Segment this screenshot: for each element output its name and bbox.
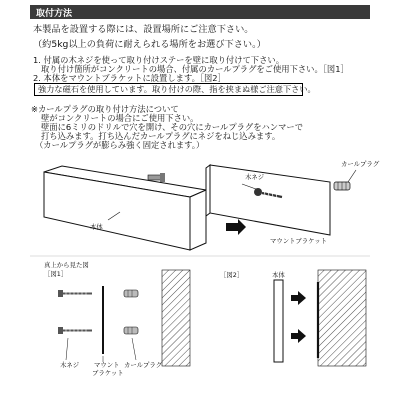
top-view-bracket-label-2: ブラケット	[92, 369, 124, 377]
plug-leader-bottom	[132, 338, 136, 360]
body-rect	[274, 280, 283, 362]
figure-2-title: ［図2］	[220, 271, 244, 279]
note-heading: ※カールプラグの取り付け方法について	[31, 104, 179, 114]
magnet-warning-box: 強力な磁石を使用しています。取り付けの際、指を挟まぬ様ご注意下さい。	[34, 83, 303, 96]
note-line-5: （カールプラグが膨らみ強く固定されます。）	[35, 140, 205, 150]
intro-line-1: 本製品を設置する際には、設置場所にご注意下さい。	[33, 24, 254, 35]
figure-2-diagram	[274, 270, 366, 366]
section-title: 取付方法	[36, 9, 73, 19]
note-line-3: 壁面に6ミリのドリルで穴を開け、その穴にカールプラグをハンマーで	[41, 122, 303, 132]
screw-leader-bottom	[66, 338, 68, 360]
top-view-bracket-label-1: マウント	[94, 361, 120, 369]
note-line-4: 打ち込みます。打ち込んだカールプラグにネジをねじ込みます。	[41, 131, 281, 141]
curl-plug-bottom-icon	[124, 327, 138, 334]
wood-screw-top-icon	[58, 290, 92, 297]
note-line-2: 壁がコンクリートの場合にご使用下さい。	[41, 113, 199, 123]
arrow-right-icon-lower	[291, 329, 306, 343]
top-view-title: 真上から見た図	[44, 261, 89, 269]
wall-hatching	[162, 270, 190, 366]
figure-2-body-label: 本体	[272, 271, 285, 279]
figure-1-body-label: 本体	[90, 223, 103, 231]
step-1-line-2: 取り付け箇所がコンクリートの場合、付属のカールプラグをご使用下さい。［図1］	[41, 64, 349, 74]
step-2-line: 2. 本体をマウントブラケットに設置します。［図2］	[33, 73, 226, 83]
arrow-right-icon-upper	[291, 291, 306, 305]
figure-1-plug-label: カールプラグ	[341, 160, 380, 168]
top-view-plug-label: カールプラグ	[124, 361, 163, 369]
intro-line-2: （約5kg以上の負荷に耐えられる場所をお選び下さい。）	[33, 39, 266, 50]
top-view-figure-ref: ［図1］	[44, 270, 68, 278]
curl-plug-top-icon	[124, 290, 138, 297]
top-view-screw-label: 木ネジ	[60, 361, 80, 369]
wall-hatching-2	[318, 270, 366, 366]
wood-screw-bottom-icon	[58, 327, 92, 334]
figure-1-bracket-label: マウントブラケット	[270, 237, 328, 245]
top-view-diagram	[58, 270, 190, 366]
figure-1-screw-label: 木ネジ	[245, 173, 265, 181]
step-1-line-1: 1. 付属の木ネジを使って取り付けステーを壁に取り付けて下さい。	[33, 55, 284, 65]
